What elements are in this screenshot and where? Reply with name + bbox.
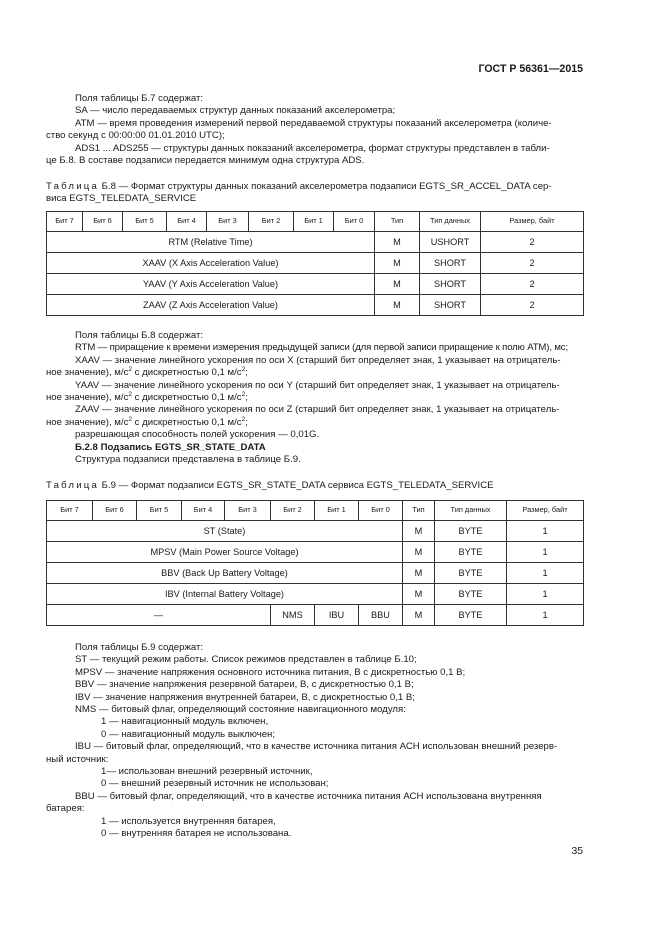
table-row bbox=[47, 274, 584, 295]
header-cell: Бит 1 bbox=[315, 501, 359, 521]
b9-nms-on: 1 — навигационный модуль включен, bbox=[101, 716, 269, 728]
header-cell: Бит 7 bbox=[47, 501, 93, 521]
b8-yaav-line1: YAAV — значение линейного ускорения по оси Y (старший бит определяет знак, 1 указывает на отрицатель- bbox=[75, 379, 560, 391]
b7-intro: Поля таблицы Б.7 содержат: bbox=[75, 93, 204, 104]
caption-label: Таблица bbox=[46, 181, 100, 192]
header-cell: Бит 2 bbox=[271, 501, 315, 521]
type-cell: M bbox=[375, 232, 420, 253]
table-b9-caption bbox=[46, 480, 583, 492]
size-cell: 1 bbox=[507, 563, 584, 584]
table-row bbox=[47, 521, 584, 542]
header-cell: Бит 7 bbox=[47, 212, 83, 232]
b9-bbu-line1: BBU — битовый флаг, определяющий, что в качестве источника питания АСН использована внутренняя bbox=[75, 790, 542, 802]
b9-st: ST — текущий режим работы. Список режимов представлен в таблице Б.10; bbox=[75, 654, 417, 666]
data-type-cell: SHORT bbox=[420, 295, 481, 316]
field-name-cell: ZAAV (Z Axis Acceleration Value) bbox=[47, 295, 375, 316]
b9-ibu-off: 0 — внешний резервный источник не использован; bbox=[101, 778, 329, 790]
table-b8-caption bbox=[46, 181, 583, 206]
b7-atm-line1: ATM — время проведения измерений первой передаваемой структуры показаний акселерометра (количе- bbox=[75, 117, 552, 129]
text: ; bbox=[245, 392, 248, 404]
document-header: ГОСТ Р 56361—2015 bbox=[478, 63, 583, 75]
b9-bbu-off: 0 — внутренняя батарея не использована. bbox=[101, 828, 292, 840]
header-cell: Размер, байт bbox=[481, 212, 584, 232]
header-cell: Бит 5 bbox=[137, 501, 182, 521]
table-row bbox=[47, 542, 584, 563]
section-heading: Б.2.8 Подзапись EGTS_SR_STATE_DATA bbox=[75, 441, 266, 453]
type-cell: M bbox=[375, 253, 420, 274]
table-row bbox=[47, 605, 584, 626]
text: ное значение), м/с bbox=[46, 416, 129, 428]
size-cell: 2 bbox=[481, 253, 584, 274]
b9-intro: Поля таблицы Б.9 содержат: bbox=[75, 642, 204, 653]
header-cell: Размер, байт bbox=[507, 501, 584, 521]
field-name-cell: IBV (Internal Battery Voltage) bbox=[47, 584, 403, 605]
type-cell: M bbox=[375, 274, 420, 295]
size-cell: 1 bbox=[507, 542, 584, 563]
field-name-cell: ST (State) bbox=[47, 521, 403, 542]
header-cell: Тип данных bbox=[420, 212, 481, 232]
superscript: 2 bbox=[128, 390, 132, 398]
b9-bbv: BBV — значение напряжения резервной батареи, В, с дискретностью 0,1 В; bbox=[75, 679, 414, 691]
page-number: 35 bbox=[571, 846, 583, 857]
text: ; bbox=[245, 367, 248, 379]
header-cell: Тип данных bbox=[435, 501, 507, 521]
text: с дискретностью 0,1 м/с bbox=[132, 392, 242, 404]
text: с дискретностью 0,1 м/с bbox=[132, 367, 242, 379]
header-cell: Бит 4 bbox=[182, 501, 225, 521]
b7-sa: SA — число передаваемых структур данных показаний акселерометра; bbox=[75, 105, 396, 117]
b9-fields-block bbox=[46, 642, 583, 841]
table-header-row bbox=[47, 212, 584, 232]
field-name-cell: XAAV (X Axis Acceleration Value) bbox=[47, 253, 375, 274]
size-cell: 2 bbox=[481, 274, 584, 295]
field-name-cell: RTM (Relative Time) bbox=[47, 232, 375, 253]
b8-xaav-line2 bbox=[46, 367, 583, 379]
table-header-row bbox=[47, 501, 584, 521]
b9-nms-off: 0 — навигационный модуль выключен; bbox=[101, 728, 276, 740]
b9-bbu-on: 1 — используется внутренняя батарея, bbox=[101, 815, 276, 827]
b8-rtm: RTM — приращение к времени измерения предыдущей записи (для первой записи приращение к полю ATM), мс; bbox=[75, 342, 568, 354]
b7-ads-line2: це Б.8. В составе подзаписи передается минимум одна структура ADS. bbox=[46, 155, 365, 167]
table-b8 bbox=[46, 211, 584, 316]
text: ное значение), м/с bbox=[46, 367, 129, 379]
data-type-cell: USHORT bbox=[420, 232, 481, 253]
b9-bbu-line2: батарея: bbox=[46, 803, 85, 815]
table-row bbox=[47, 253, 584, 274]
caption-label: Таблица bbox=[46, 480, 100, 491]
header-cell: Бит 2 bbox=[249, 212, 294, 232]
text: ное значение), м/с bbox=[46, 392, 129, 404]
type-cell: M bbox=[403, 521, 435, 542]
b9-ibu-on: 1— использован внешний резервный источник, bbox=[101, 766, 313, 778]
b8-yaav-line2 bbox=[46, 392, 583, 404]
data-type-cell: SHORT bbox=[420, 253, 481, 274]
superscript: 2 bbox=[128, 366, 132, 374]
size-cell: 1 bbox=[507, 584, 584, 605]
type-cell: M bbox=[403, 542, 435, 563]
header-cell: Бит 6 bbox=[83, 212, 123, 232]
table-row bbox=[47, 295, 584, 316]
table-row bbox=[47, 584, 584, 605]
caption-text-line2: виса EGTS_TELEDATA_SERVICE bbox=[46, 193, 197, 205]
header-cell: Бит 1 bbox=[294, 212, 334, 232]
size-cell: 2 bbox=[481, 295, 584, 316]
data-type-cell: BYTE bbox=[435, 542, 507, 563]
data-type-cell: BYTE bbox=[435, 584, 507, 605]
field-name-cell: BBV (Back Up Battery Voltage) bbox=[47, 563, 403, 584]
size-cell: 1 bbox=[507, 605, 584, 626]
type-cell: M bbox=[403, 605, 435, 626]
b7-ads-line1: ADS1 ... ADS255 — структуры данных показаний акселерометра, формат структуры представлен в табли- bbox=[75, 142, 550, 154]
b9-nms: NMS — битовый флаг, определяющий состояние навигационного модуля: bbox=[75, 704, 406, 716]
ibu-cell: IBU bbox=[315, 605, 359, 626]
header-cell: Бит 0 bbox=[334, 212, 375, 232]
b8-zaav-line2 bbox=[46, 417, 583, 429]
table-row bbox=[47, 232, 584, 253]
header-cell: Бит 5 bbox=[123, 212, 167, 232]
data-type-cell: SHORT bbox=[420, 274, 481, 295]
type-cell: M bbox=[403, 563, 435, 584]
b9-ibu-line1: IBU — битовый флаг, определяющий, что в качестве источника питания АСН использован внешний резерв- bbox=[75, 741, 558, 753]
type-cell: M bbox=[403, 584, 435, 605]
table-row bbox=[47, 563, 584, 584]
field-name-cell: YAAV (Y Axis Acceleration Value) bbox=[47, 274, 375, 295]
field-name-cell: MPSV (Main Power Source Voltage) bbox=[47, 542, 403, 563]
text: с дискретностью 0,1 м/с bbox=[132, 416, 242, 428]
header-cell: Бит 3 bbox=[207, 212, 249, 232]
header-cell: Бит 3 bbox=[225, 501, 271, 521]
size-cell: 1 bbox=[507, 521, 584, 542]
type-cell: M bbox=[375, 295, 420, 316]
b9-ibu-line2: ный источник: bbox=[46, 753, 109, 765]
b8-zaav-line1: ZAAV — значение линейного ускорения по оси Z (старший бит определяет знак, 1 указывает на отрицатель- bbox=[75, 404, 560, 416]
b9-ibv: IBV — значение напряжения внутренней батареи, В, с дискретностью 0,1 В; bbox=[75, 691, 415, 703]
caption-text: Б.9 — Формат подзаписи EGTS_SR_STATE_DATA сервиса EGTS_TELEDATA_SERVICE bbox=[99, 480, 494, 491]
b7-fields-block bbox=[46, 93, 583, 167]
bbu-cell: BBU bbox=[359, 605, 403, 626]
header-cell: Бит 4 bbox=[167, 212, 207, 232]
superscript: 2 bbox=[241, 366, 246, 374]
superscript: 2 bbox=[241, 415, 246, 423]
b8-xaav-line1: XAAV — значение линейного ускорения по оси X (старший бит определяет знак, 1 указывает на отрицатель- bbox=[75, 354, 561, 366]
b8-resolution: разрешающая способность полей ускорения — 0,01G. bbox=[75, 429, 320, 441]
reserved-cell: — bbox=[47, 605, 271, 626]
table-b9 bbox=[46, 500, 584, 626]
caption-text: Б.8 — Формат структуры данных показаний акселерометра подзаписи EGTS_SR_ACCEL_DATA сер- bbox=[99, 181, 552, 192]
b9-mpsv: MPSV — значение напряжения основного источника питания, В с дискретностью 0,1 В; bbox=[75, 666, 466, 678]
nms-cell: NMS bbox=[271, 605, 315, 626]
superscript: 2 bbox=[241, 390, 246, 398]
superscript: 2 bbox=[128, 415, 132, 423]
header-cell: Тип bbox=[375, 212, 420, 232]
data-type-cell: BYTE bbox=[435, 521, 507, 542]
header-cell: Бит 6 bbox=[93, 501, 137, 521]
b8-fields-block bbox=[46, 330, 583, 466]
data-type-cell: BYTE bbox=[435, 563, 507, 584]
b8-structure: Структура подзаписи представлена в таблице Б.9. bbox=[75, 454, 301, 466]
size-cell: 2 bbox=[481, 232, 584, 253]
b7-atm-line2: ство секунд с 00:00:00 01.01.2010 UTC); bbox=[46, 130, 225, 142]
text: ; bbox=[245, 416, 248, 428]
header-cell: Тип bbox=[403, 501, 435, 521]
header-cell: Бит 0 bbox=[359, 501, 403, 521]
data-type-cell: BYTE bbox=[435, 605, 507, 626]
b8-intro: Поля таблицы Б.8 содержат: bbox=[75, 330, 204, 341]
